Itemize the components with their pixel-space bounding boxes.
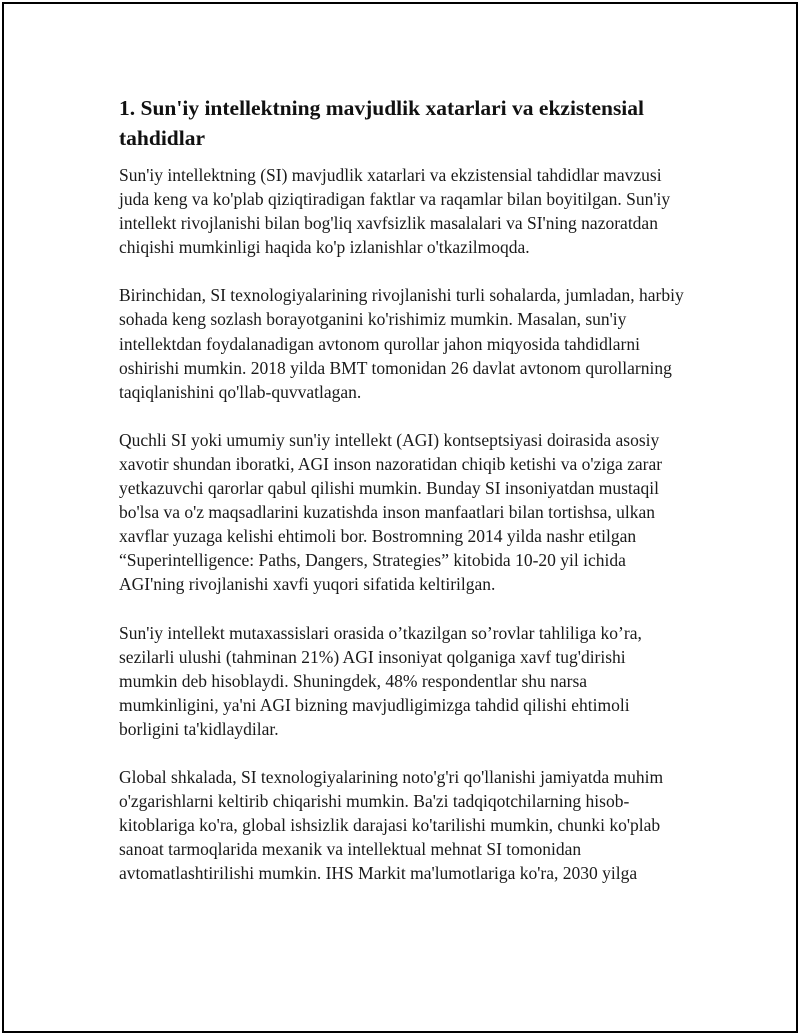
document-body bbox=[119, 93, 684, 909]
paragraph-2: Birinchidan, SI texnologiyalarining rivojlanishi turli sohalarda, jumladan, harbiy sohada keng sozlash borayotganini ko'rishimiz mumkin. Masalan, sun'iy intellektdan foydalanadigan avtonom qurollar jahon miqyosida tahdidlarni oshirishi mumkin. 2018 yilda BMT tomonidan 26 davlat avtonom qurollarning taqiqlanishini qo'llab-quvvatlagan. bbox=[119, 285, 684, 402]
paragraph-4: Sun'iy intellekt mutaxassislari orasida o’tkazilgan so’rovlar tahliliga ko’ra, sezilarli ulushi (tahminan 21%) AGI insoniyat qolganiga xavf tug'dirishi mumkin deb hisoblaydi. Shuningdek, 48% respondentlar shu narsa mumkinligini, ya'ni AGI bizning mavjudligimizga tahdid qilishi ehtimoli borligini ta'kidlaydilar. bbox=[119, 622, 642, 739]
paragraph-1: Sun'iy intellektning (SI) mavjudlik xatarlari va ekzistensial tahdidlar mavzusi juda keng va ko'plab qiziqtiradigan faktlar va raqamlar bilan boyitilgan. Sun'iy intellekt rivojlanishi bilan bog'liq xavfsizlik masalalari va SI'ning nazoratdan chiqishi mumkinligi haqida ko'p izlanishlar o'tkazilmoqda. bbox=[119, 165, 671, 258]
paragraph-5: Global shkalada, SI texnologiyalarining noto'g'ri qo'llanishi jamiyatda muhim o'zgarishlarni keltirib chiqarishi mumkin. Ba'zi tadqiqotchilarning hisob-kitoblariga ko'ra, global ishsizlik darajasi ko'tarilishi mumkin, chunki ko'plab sanoat tarmoqlarida mexanik va intellektual mehnat SI tomonidan avtomatlashtirilishi mumkin. IHS Markit ma'lumotlariga ko'ra, 2030 yilga bbox=[119, 766, 664, 884]
section-heading: 1. Sun'iy intellektning mavjudlik xatarlari va ekzistensial tahdidlar bbox=[119, 96, 645, 150]
paragraph-3: Quchli SI yoki umumiy sun'iy intellekt (AGI) kontseptsiyasi doirasida asosiy xavotir shundan iboratki, AGI inson nazoratidan chiqib ketishi va o'ziga zarar yetkazuvchi qarorlar qabul qilishi mumkin. Bunday SI insoniyatdan mustaqil bo'lsa va o'z maqsadlarini kuzatishda inson manfaatlari bilan tortishsa, ulkan xavflar yuzaga kelishi ehtimoli bor. Bostromning 2014 yilda nashr etilgan “Superintelligence: Paths, Dangers, Strategies” kitobida 10-20 yil ichida AGI'ning rivojlanishi xavfi yuqori sifatida keltirilgan. bbox=[119, 429, 663, 595]
